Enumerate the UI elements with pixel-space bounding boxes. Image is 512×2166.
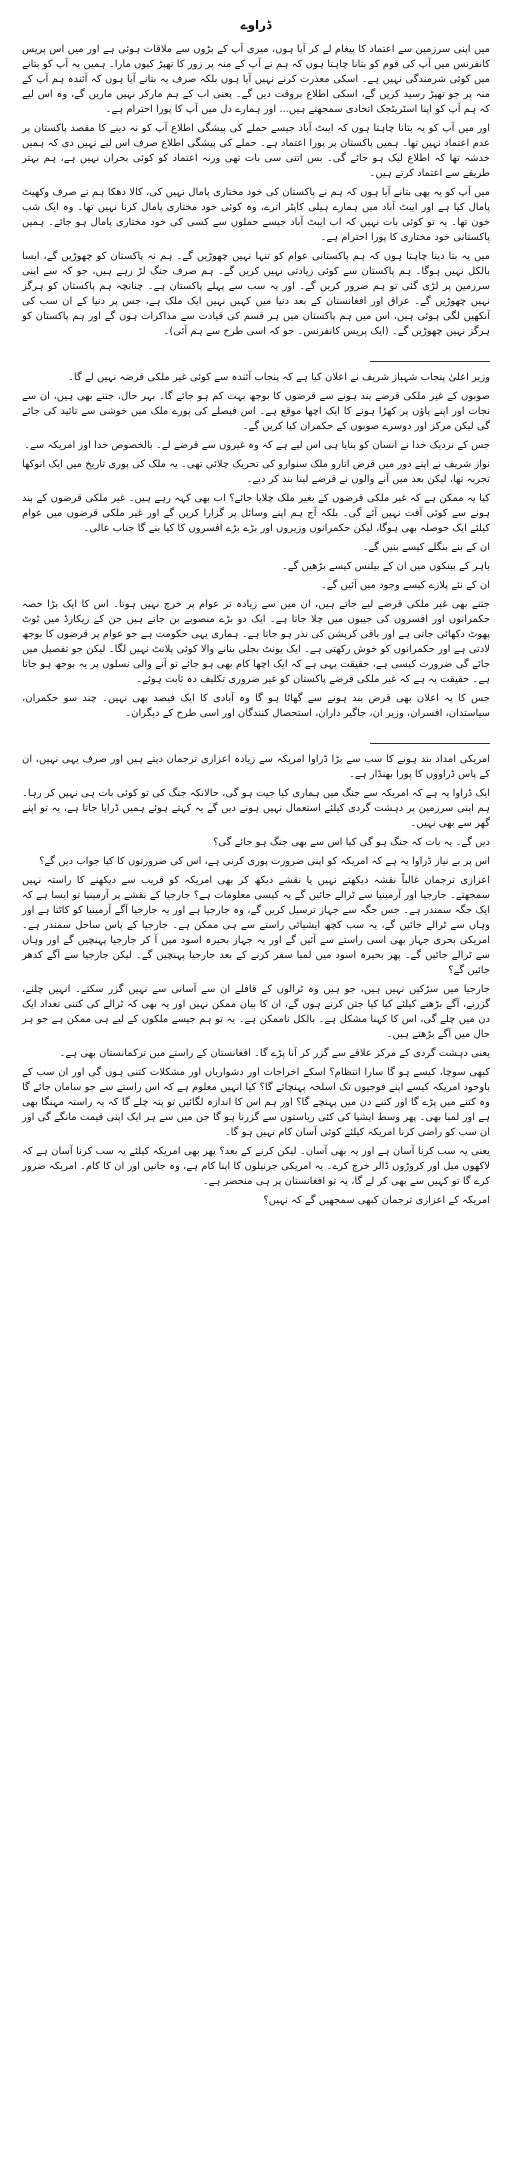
paragraph: ان کے بنے بنگلے کیسے بنیں گے۔	[362, 542, 490, 553]
section-2	[22, 370, 490, 721]
article-title: ڈراوے	[240, 18, 272, 32]
paragraph: صوبوں کے غیر ملکی قرضے بند ہونے سے قرضوں کا بوجھ بہت کم ہو جائے گا۔ بہر حال، جتنے بھی ہیں، ان سے نجات اور اپنے پاؤں پر کھڑا ہونے کا ایک اچھا موقع ہے۔ اس فیصلے کی پورے ملک میں خوشی سے تائید کی جائے گی لیکن مرکز اور دوسرے صوبوں کے حکمران کیا کریں گے۔	[22, 391, 490, 432]
paragraph: دیں گے۔ یہ بات کہ جنگ ہو گی کیا اس سے بھی جنگ ہو جائے گی؟	[212, 837, 490, 848]
section-3	[22, 752, 490, 1208]
paragraph: یعنی دہشت گردی کے مرکز علاقے سے گزر کر آنا پڑے گا۔ افغانستان کے راستے میں ترکمانستان بھی ہے۔	[59, 1048, 490, 1059]
paragraph: جارجیا میں سڑکیں نہیں ہیں، جو ہیں وہ ٹرالوں کے قافلے ان سے آسانی سے نہیں گزر سکتے۔ انہیں چلنے، گزرنے، آگے بڑھنے کیلئے کیا کیا جتن کرنے ہوں گے، ان کا بیان ممکن نہیں اور یہ بھی کہ ٹرالے کی کتنی تعداد ایک دن میں چلے گی، اس کا کہنا مشکل ہے۔ بالکل ناممکن ہے۔ یہ تو ہم جیسے ملکوں کے لیے ہی ممکن ہے جو ہر حال میں آگے بڑھتے ہیں۔	[22, 984, 490, 1040]
paragraph: امریکی امداد بند ہونے کا سب سے بڑا ڈراوا امریکہ سے زیادہ اعزازی ترجمان دیتے ہیں اور صرف یہی نہیں، ان کے پاس ڈراووں کا پورا بھنڈار ہے۔	[22, 754, 490, 780]
paragraph: جس کا یہ اعلان بھی قرض بند ہونے سے گھاٹا ہو گا وہ آبادی کا ایک فیصد بھی نہیں۔ چند سو حکمران، سیاستدان، افسران، وزیر ان، جاگیر داران، استحصال کنندگان اور اسی طرح کے دیگران۔	[22, 693, 490, 719]
paragraph: کبھی سوچا، کیسے ہو گا سارا انتظام؟ اسکے اخراجات اور دشواریاں اور مشکلات کتنی ہوں گی اور ان سب کے باوجود امریکہ کیسے اپنے فوجیوں تک اسلحہ پہنچائے گا؟ کیا انہیں معلوم ہے کہ اس راستے سے جو سامان جائے گا وہ کتنے میں پڑے گا اور کتنے دن میں پہنچے گا؟ اور ہم اس کا اندازہ لگائیں تو پتہ چلے گا کہ یہ راستہ مہنگا بھی ہے اور لمبا بھی۔ پھر وسط ایشیا کی کئی ریاستوں سے گزرنا ہو گا جن میں سے ہر ایک اپنی قیمت مانگے گی اور ان سب کو راضی کرنا امریکہ کیلئے کوئی آسان کام نہیں ہو گا۔	[22, 1067, 490, 1138]
paragraph: اعزازی ترجمان غالباً نقشہ دیکھتے نہیں یا نقشے دیکھ کر بھی امریکہ کو قریب سے دیکھنے کا راستہ نہیں سمجھتے۔ جارجیا اور آرمینیا سے ٹرالے جائیں گے یہ کیسی معلومات ہے؟ جارجیا کے نقشے پر آرمینیا تو ایسا ہے کہ ایک جگہ سمندر ہے۔ جس جگہ سے جہاز ترسیل کریں گے، وہ جارجیا ہے اور یہ جارجیا آگے آرمینیا کو کاٹتا ہے اور وہاں سے ٹرالے جائیں گے، یہ سب کچھ ایشیائی راستے سے ہی ممکن ہے۔ جارجیا کے پاس ساحل سمندر ہے۔ امریکی بحری جہاز بھی اسی راستے سے آئیں گے اور یہ جہاز بحیرہ اسود میں آ کر جارجیا پہنچیں گے اور وہاں سے ٹرالے جائیں گے۔ پھر بحیرہ اسود میں لمبا سفر کرنے کے بعد جارجیا پہنچیں گے۔ لیکن جارجیا سے آگے کدھر جائیں گے؟	[22, 875, 490, 976]
section-divider	[370, 743, 490, 744]
section-divider	[370, 361, 490, 362]
paragraph: میں آپ کو یہ بھی بتانے آیا ہوں کہ ہم نے پاکستان کی خود مختاری پامال نہیں کی، کالا دھکا ہم نے صرف وکھیٹ پامال کیا ہے اور ایبٹ آباد میں ہمارے ہیلی کاپٹر اترے، وہ کوئی خود مختاری پامال کرنا نہیں تھا۔ وہ ایک شب خون تھا۔ یہ تو کوئی بات نہیں کہ اب ایبٹ آباد جیسے حملوں سے کسی کی خود مختاری پامال ہو جائے۔ ہمیں پاکستانی خود مختاری کا پورا احترام ہے۔	[22, 187, 490, 243]
paragraph: امریکہ کے اعزازی ترجمان کبھی سمجھیں گے کہ نہیں؟	[263, 1195, 490, 1206]
paragraph: اور میں آپ کو یہ بتانا چاہتا ہوں کہ ایبٹ آباد جیسے حملے کی پیشگی اطلاع آپ کو نہ دینے کا مقصد پاکستان پر عدم اعتماد نہیں تھا۔ ہمیں پاکستان پر پورا اعتماد ہے۔ حملے کی پیشگی اطلاع صرف اس لیے نہیں دی کہ ہمیں خدشہ تھا کہ اطلاع لیک ہو جائے گی۔ بس اتنی سی بات تھی ورنہ اعتماد کو کوئی بحران نہیں ہے، ہم بہتر طریقے سے اعتماد کرتے ہیں۔	[22, 123, 490, 179]
paragraph: میں یہ بتا دینا چاہتا ہوں کہ ہم پاکستانی عوام کو تنہا نہیں چھوڑیں گے۔ ہم نہ پاکستان کو چھوڑیں گے، ایسا بالکل نہیں ہوگا۔ ہم پاکستان سے کوئی زیادتی نہیں کریں گے۔ ہم صرف جنگ لڑ رہے ہیں، جو کہ سے اپنی سرزمین پر لڑی گئی تو ہم ضرور کریں گے۔ اور یہ سب سے پہلے پاکستان ہے۔ چنانچہ ہم پاکستان کو ہرگز نہیں چھوڑیں گے۔ عراق اور افغانستان کے بعد دنیا میں کہیں نہیں ایک ملک ہے، جس پر دنیا کے ان سب کی آنکھیں لگی ہوئی ہیں، اس میں ہم پاکستان میں ہر قسم کی قیادت سے مذاکرات ہوں گے اور ہم پاکستان کو ہرگز نہیں چھوڑیں گے۔ (ایک پریس کانفرنس۔ جو کہ اسی طرح سے ہم آئی)۔	[22, 251, 490, 337]
section-1	[22, 42, 490, 339]
paragraph: اس پر بے نیاز ڈراوا یہ ہے کہ امریکہ کو اپنی ضرورت پوری کرنی ہے، اس کی ضرورتوں کا کیا جواب دیں گے؟	[39, 856, 490, 867]
paragraph: ایک ڈراوا یہ ہے کہ امریکہ سے جنگ میں ہماری کیا جیت ہو گی، حالانکہ جنگ کی تو کوئی بات ہی نہیں کر رہا۔ ہم اپنی سرزمین پر دہشت گردی کیلئے استعمال نہیں ہونے دیں گے یہ کہتے ہوئے ہمیں ڈرایا جاتا ہے، یہ تو اپنے گھر سے بھی نہیں۔	[22, 788, 490, 829]
paragraph: کیا یہ ممکن ہے کہ غیر ملکی قرضوں کے بغیر ملک چلایا جائے؟ اب بھی کہہ رہے ہیں۔ غیر ملکی قرضوں کے بند ہونے سے کوئی آفت نہیں آئے گی۔ بلکہ آج ہم اپنے وسائل پر گزارا کریں گے اور غیر ملکی قرضوں میں عوام کیلئے ایک حوصلہ بھی ہوگا، لیکن حکمرانوں وزیروں اور بڑے بڑے افسروں کا کیا بنے گا جناب عالی۔	[22, 493, 490, 534]
paragraph: جتنے بھی غیر ملکی قرضے لیے جاتے ہیں، ان میں سے زیادہ تر عوام پر خرچ نہیں ہوتا۔ اس کا ایک بڑا حصہ حکمرانوں اور افسروں کی جیبوں میں چلا جاتا ہے۔ ایک دو بڑے منصوبے بن جاتے ہیں جن کے ریکارڈ میں ٹوٹ پھوٹ دکھائی جاتی ہے اور باقی کرپشن کی نذر ہو جاتا ہے۔ ہماری یہی حکومت ہے جو عوام پر قرضوں کا بوجھ لادتی ہے اور حکمرانوں کو خوش رکھتی ہے۔ ایک یونٹ بجلی بنانے والا کوئی پلانٹ نہیں لگا۔ لیکن جو تفصیل میں جائے گی ضرورت کیسی ہے، حقیقت یہی ہے کہ ایک اچھا کام بھی ہو جائے تو آنے والی نسلوں پر یہ بوجھ ہو جاتا ہے۔ حقیقت یہ ہے کہ غیر ملکی قرضے پاکستان کو غیر ضروری تکلیف دہ ثابت ہوئے۔	[22, 599, 490, 685]
paragraph: میں اپنی سرزمین سے اعتماد کا پیغام لے کر آیا ہوں، میری آپ کے بڑوں سے ملاقات ہوئی ہے اور میں اس پریس کانفرنس میں آپ کی قوم کو بتانا چاہتا ہوں کہ ہم نے آپ کے منہ پر زور کا تھپڑ کیوں مارا۔ ہمیں یہ آپ کو بتانے میں کوئی شرمندگی نہیں ہے۔ اسکی معذرت کرنے نہیں آیا ہوں بلکہ صرف یہ بتانے آیا ہوں کہ آئندہ ہم آپ کے منہ پر جو تھپڑ رسید کریں گے، اسکی اطلاع بروقت دیں گے۔ یعنی اب کے ہم مارکر نہیں ماریں گے، وہ اس لیے کہ ہم آپ کو اپنا اسٹریٹجک اتحادی سمجھتے ہیں... اور ہمارے دل میں آپ کا پورا احترام ہے۔	[22, 44, 490, 115]
paragraph: باہر کے بینکوں میں ان کے بیلنس کیسے بڑھیں گے۔	[281, 561, 490, 572]
paragraph: یعنی یہ سب کرنا آسان ہے اور یہ بھی آسان۔ لیکن کرنے کے بعد؟ پھر بھی امریکہ کیلئے یہ سب کرنا آسان ہے کہ لاکھوں میل اور کروڑوں ڈالر خرچ کرے۔ یہ امریکی جرنیلوں کا اپنا کام ہے، وہ جانیں اور ان کا کام۔ امریکہ ضرور کرے گا تو کہیں سے بھی کر لے گا، یہ تو افغانستان پر ہی منحصر ہے۔	[22, 1146, 490, 1187]
paragraph: وزیر اعلیٰ پنجاب شہباز شریف نے اعلان کیا ہے کہ پنجاب آئندہ سے کوئی غیر ملکی قرضہ نہیں لے گا۔	[68, 372, 490, 383]
paragraph: نواز شریف نے اپنے دور میں قرض اتارو ملک سنوارو کی تحریک چلائی تھی۔ یہ ملک کی پوری تاریخ میں ایک انوکھا تجربہ تھا، لیکن بعد میں آنے والوں نے قرضے لینا بند کر دیے۔	[22, 459, 490, 485]
paragraph: جس کے نزدیک خدا نے انسان کو بنایا ہی اس لیے ہے کہ وہ غیروں سے قرضے لے۔ بالخصوص خدا اور امریکہ سے۔	[24, 440, 490, 451]
paragraph: ان کے نئے پلازے کیسے وجود میں آئیں گے۔	[320, 580, 490, 591]
